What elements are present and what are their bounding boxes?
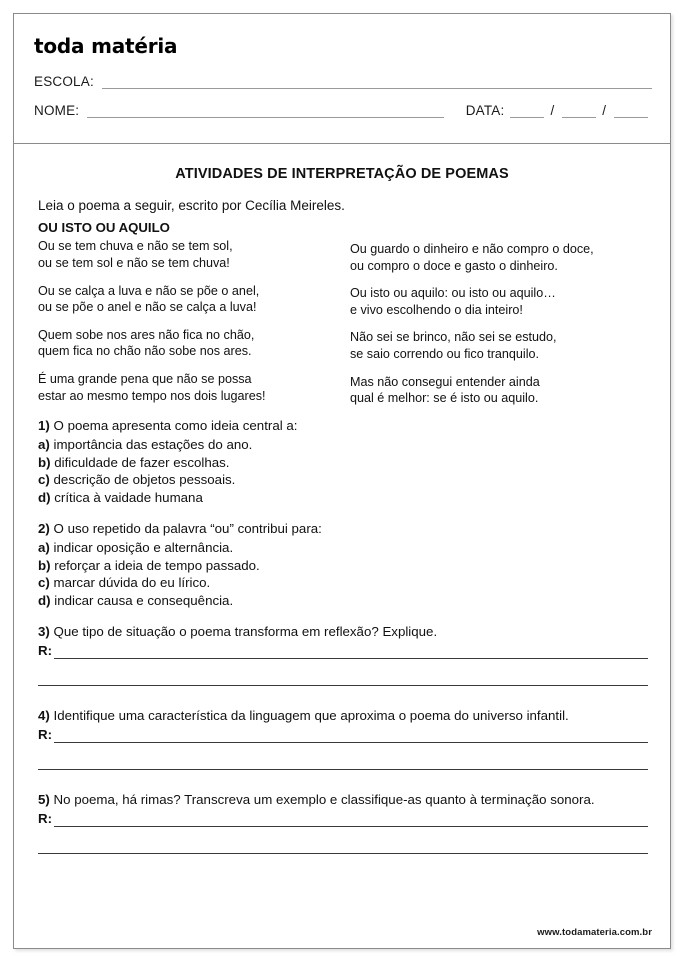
option-text: marcar dúvida do eu lírico. [53,575,211,591]
question-5 [38,791,648,854]
brand-logo: toda matéria [34,34,178,58]
question-text [38,520,648,538]
option-a[interactable] [38,436,648,454]
option-text: crítica à vaidade humana [54,490,203,506]
question-1 [38,417,648,507]
option-letter: a) [38,436,50,452]
footer-url: www.todamateria.com.br [537,927,652,938]
date-day-line[interactable] [510,105,544,118]
option-d[interactable] [38,592,648,610]
poem-column-right [350,219,648,407]
answer-rule[interactable] [54,645,648,659]
option-text: indicar causa e consequência. [54,593,234,609]
poem-verse: Não sei se brinco, não sei se estudo, [350,330,557,345]
name-label: NOME: [34,103,80,118]
question-prompt: Que tipo de situação o poema transforma em reflexão? Explique. [53,624,438,639]
poem-verse: Quem sobe nos ares não fica no chão, [38,327,255,342]
poem-block [38,219,648,407]
poem-verse: e vivo escolhendo o dia inteiro! [350,302,523,317]
question-text [38,791,648,809]
answer-rule[interactable] [54,729,648,743]
option-text: dificuldade de fazer escolhas. [54,454,230,470]
poem-verse: Ou guardo o dinheiro e não compro o doce, [350,242,594,256]
question-text [38,623,648,641]
date-month-line[interactable] [562,105,596,118]
poem-verse: estar ao mesmo tempo nos dois lugares! [38,388,266,403]
answer-area [38,644,648,686]
option-text: descrição de objetos pessoais. [53,472,236,488]
poem-verse: É uma grande pena que não se possa [38,372,252,387]
section-spacer [38,783,648,791]
poem-column-left [38,219,336,407]
poem-stanza [350,285,648,318]
worksheet-content [14,144,670,854]
poem-verse: Mas não consegui entender ainda [350,374,540,389]
answer-area [38,812,648,854]
answer-label: R: [38,811,53,827]
answer-rule[interactable] [54,813,648,827]
date-separator-1: / [550,103,555,118]
question-text [38,707,648,725]
option-letter: c) [38,472,50,488]
poem-verse: se saio correndo ou fico tranquilo. [350,347,540,362]
answer-line-1[interactable] [38,812,648,827]
option-text: reforçar a ideia de tempo passado. [54,557,260,573]
poem-stanza [350,329,648,362]
poem-verse: Ou isto ou aquilo: ou isto ou aquilo… [350,286,556,301]
question-text [38,417,648,435]
school-field-row [34,74,652,89]
instruction-text: Leia o poema a seguir, escrito por Cecília Meireles. [38,198,345,213]
worksheet-header [14,14,670,144]
question-2 [38,520,648,610]
question-prompt: O uso repetido da palavra “ou” contribui para: [53,520,322,536]
question-prompt: No poema, há rimas? Transcreva um exemplo e classifique-as quanto à terminação sonora. [53,792,595,808]
poem-verse: ou se tem sol e não se tem chuva! [38,256,230,271]
answer-line-1[interactable] [38,728,648,743]
option-c[interactable] [38,471,648,489]
questions-list [38,417,648,854]
name-input-line[interactable] [87,105,443,118]
option-text: importância das estações do ano. [53,436,253,452]
poem-stanza [38,283,336,316]
question-4 [38,707,648,770]
option-letter: a) [38,539,50,555]
answer-line-2[interactable] [38,827,648,854]
name-date-field-row [34,103,652,118]
poem-stanza [350,241,648,274]
poem-stanza [38,371,336,404]
answer-label: R: [38,726,53,742]
section-spacer [38,699,648,707]
date-year-line[interactable] [614,105,648,118]
page-title: ATIVIDADES DE INTERPRETAÇÃO DE POEMAS [175,166,509,182]
question-prompt: O poema apresenta como ideia central a: [53,417,298,433]
poem-stanza [38,327,336,360]
date-field-group [466,103,652,118]
poem-verse: quem fica no chão não sobe nos ares. [38,344,252,359]
date-separator-2: / [602,103,606,118]
answer-line-1[interactable] [38,644,648,659]
poem-verse: Ou se calça a luva e não se põe o anel, [38,283,260,298]
answer-line-2[interactable] [38,743,648,770]
option-text: indicar oposição e alternância. [53,539,234,555]
option-d[interactable] [38,489,648,507]
answer-line-2[interactable] [38,659,648,686]
worksheet-page [13,13,671,949]
question-number: 3) [38,624,50,639]
poem-verse: ou se põe o anel e não se calça a luva! [38,300,257,315]
poem-stanza [350,374,648,407]
option-letter: b) [38,454,51,470]
answer-label: R: [38,642,53,658]
question-number: 4) [38,708,50,724]
school-input-line[interactable] [102,76,652,89]
poem-verse: qual é melhor: se é isto ou aquilo. [350,391,539,406]
option-c[interactable] [38,574,648,592]
option-b[interactable] [38,557,648,575]
poem-verse: ou compro o doce e gasto o dinheiro. [350,258,558,273]
option-letter: c) [38,575,50,591]
date-label: DATA: [465,103,505,118]
option-a[interactable] [38,539,648,557]
question-prompt: Identifique uma característica da linguagem que aproxima o poema do universo infantil. [53,708,569,724]
option-letter: b) [38,557,51,573]
option-letter: d) [38,490,51,506]
poem-title: OU ISTO OU AQUILO [38,220,170,235]
question-3 [38,623,648,686]
school-label: ESCOLA: [34,74,94,89]
poem-verse: Ou se tem chuva e não se tem sol, [38,239,233,254]
question-number: 5) [38,792,50,808]
answer-area [38,728,648,770]
question-number: 2) [38,520,50,536]
option-b[interactable] [38,454,648,472]
question-number: 1) [38,417,50,433]
poem-stanza [38,238,336,271]
option-letter: d) [38,593,51,609]
